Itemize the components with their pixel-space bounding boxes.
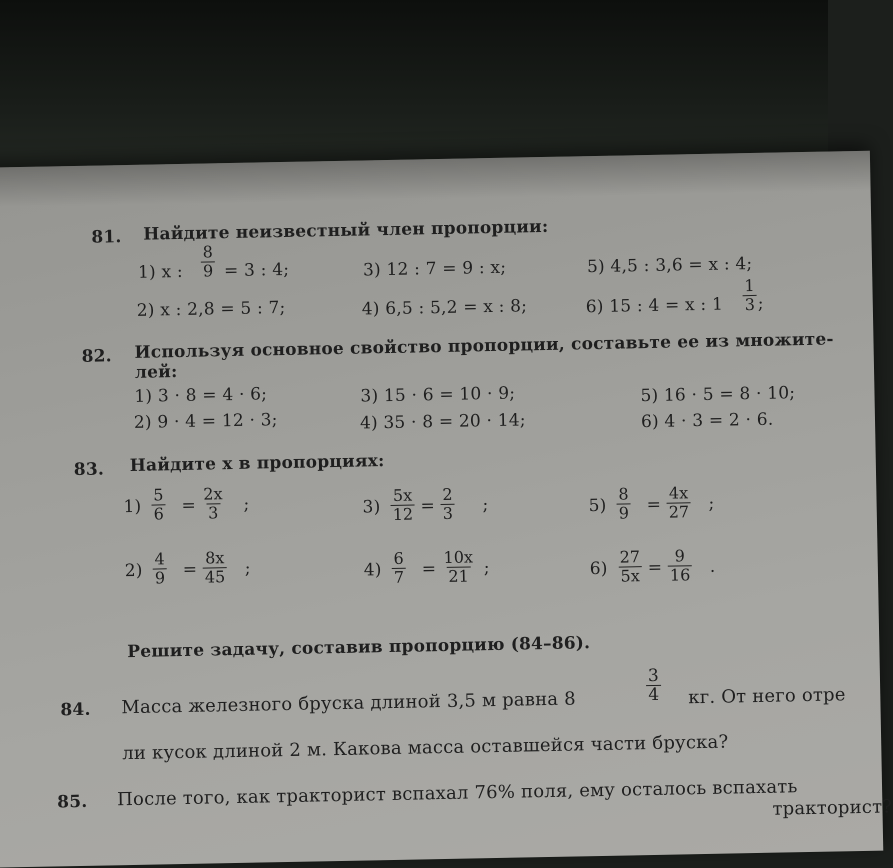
problem-81-item-6-suffix: ;: [757, 293, 764, 314]
problem-82-item-5: 5) 16 · 5 = 8 · 10;: [640, 383, 796, 407]
problem-83-equals: =: [182, 559, 198, 580]
problem-83-right-fraction-numerator: 9: [674, 546, 686, 566]
problem-83-right-fraction: [440, 486, 455, 523]
problem-81-item-1-suffix: = 3 : 4;: [223, 259, 290, 282]
problem-83-left-fraction: [391, 550, 406, 587]
problem-82-item-1: 1) 3 · 8 = 4 · 6;: [134, 384, 268, 407]
problem-83-right-fraction-numerator: 2: [442, 484, 453, 504]
problem-82-item-4: 4) 35 · 8 = 20 · 14;: [359, 410, 526, 434]
problem-83-right-fraction-denominator: 3: [442, 503, 454, 523]
problem-83-item-end: ;: [243, 494, 250, 515]
problem-83-left-fraction-numerator: 27: [619, 547, 641, 567]
problem-83-left-fraction-denominator: 6: [153, 504, 165, 524]
problem-81-item-1-prefix: 1) x :: [137, 261, 184, 283]
problem-83-left-fraction-denominator: 9: [618, 503, 630, 523]
problem-81-item-6-prefix: 6) 15 : 4 = x : 1: [585, 294, 724, 318]
problem-83-item-end: ;: [483, 558, 490, 579]
problem-83-item-label: 3): [362, 497, 381, 518]
problem-81-number: 81.: [91, 227, 122, 248]
problem-83-title: Найдите x в пропорциях:: [129, 451, 385, 476]
problem-83-right-fraction-numerator: 2x: [203, 484, 223, 504]
problem-83-item-end: ;: [244, 558, 251, 579]
problem-84-line-1: Масса железного бруска длиной 3,5 м равна 8: [121, 688, 576, 719]
problem-83-right-fraction: [201, 485, 225, 522]
problem-83-equals: =: [647, 557, 663, 579]
problem-81-item-4: 4) 6,5 : 5,2 = x : 8;: [361, 296, 528, 320]
problem-83-left-fraction-denominator: 9: [154, 568, 166, 588]
problem-81-item-3: 3) 12 : 7 = 9 : x;: [362, 257, 507, 281]
problem-83-left-fraction: [616, 485, 631, 522]
problem-83-number: 83.: [73, 459, 105, 481]
problem-85-line-2-tail: тракторист?: [772, 796, 893, 820]
problem-83-left-fraction-denominator: 7: [393, 567, 405, 587]
problem-83-left-fraction: [151, 486, 166, 523]
problem-83-left-fraction-numerator: 5: [153, 485, 164, 505]
problem-83-left-fraction: [617, 548, 642, 585]
section-heading: Решите задачу, составив пропорцию (84–86).: [127, 633, 591, 663]
problem-83-item-label: 2): [124, 560, 143, 582]
problem-83-left-fraction-numerator: 6: [393, 548, 404, 568]
problem-83-right-fraction: [667, 547, 692, 584]
problem-83-right-fraction: [441, 548, 475, 586]
problem-83-item-end: ;: [708, 493, 715, 514]
problem-84-mixed-fraction: $\frac{3}{4}$: [647, 665, 660, 706]
problem-81-item-5: 5) 4,5 : 3,6 = x : 4;: [586, 253, 753, 278]
problem-83-left-fraction-denominator: 5x: [620, 566, 640, 586]
problem-83-item-label: 6): [589, 558, 608, 580]
problem-82-item-2: 2) 9 · 4 = 12 · 3;: [133, 410, 278, 433]
problem-84-number: 84.: [60, 699, 91, 721]
problem-83-equals: =: [181, 495, 197, 516]
problem-83-item-end: .: [709, 556, 716, 577]
problem-83-item-label: 4): [363, 560, 382, 581]
problem-83-left-fraction-numerator: 8: [618, 484, 629, 504]
problem-82-item-3: 3) 15 · 6 = 10 · 9;: [360, 383, 516, 407]
problem-83-item-end: ;: [482, 495, 489, 516]
problem-83-left-fraction-numerator: 5x: [392, 485, 413, 505]
problem-83-right-fraction-numerator: 10x: [443, 547, 474, 567]
problem-81-item-1-fraction: $\frac{8}{9}$: [202, 242, 214, 281]
problem-83-equals: =: [421, 559, 437, 580]
problem-82-item-6: 6) 4 · 3 = 2 · 6.: [640, 409, 774, 433]
problem-82-title-line-2: лей:: [134, 362, 178, 383]
problem-83-item-label: 1): [123, 496, 142, 518]
problem-83-right-fraction-denominator: 21: [448, 566, 469, 586]
problem-83-item-label: 5): [588, 495, 607, 517]
textbook-page: [0, 151, 893, 868]
problem-82-title-line-1: Используя основное свойство пропорции, составьте ее из множите-: [134, 329, 834, 363]
problem-81-title: Найдите неизвестный член пропорции:: [143, 216, 549, 245]
problem-83-right-fraction: [202, 549, 227, 586]
problem-85-number: 85.: [57, 791, 88, 813]
problem-83-right-fraction-denominator: 45: [204, 567, 226, 587]
problem-84-line-1-end: кг. От него отре: [688, 684, 846, 709]
problem-83-equals: =: [646, 494, 662, 516]
problem-81-item-6-fraction: $\frac{1}{3}$: [744, 275, 756, 315]
problem-85-line-1: После того, как тракторист вспахал 76% поля, ему осталось вспахать: [116, 776, 798, 811]
problem-83-right-fraction-denominator: 3: [207, 503, 219, 523]
problem-83-left-fraction-denominator: 12: [392, 504, 414, 524]
problem-83-equals: =: [420, 496, 436, 517]
problem-83-left-fraction: [390, 487, 415, 524]
problem-83-right-fraction-numerator: 4x: [668, 483, 689, 503]
problem-84-line-2: ли кусок длиной 2 м. Какова масса оставшейся части бруска?: [122, 731, 729, 765]
problem-83-right-fraction: [666, 484, 691, 521]
problem-83-right-fraction-denominator: 27: [668, 502, 690, 522]
problem-83-left-fraction-numerator: 4: [154, 549, 165, 569]
problem-82-number: 82.: [81, 346, 113, 367]
problem-83-right-fraction-denominator: 16: [669, 565, 691, 585]
problem-83-left-fraction: [152, 550, 167, 587]
problem-81-item-2: 2) x : 2,8 = 5 : 7;: [136, 297, 286, 321]
problem-83-right-fraction-numerator: 8x: [204, 548, 225, 568]
